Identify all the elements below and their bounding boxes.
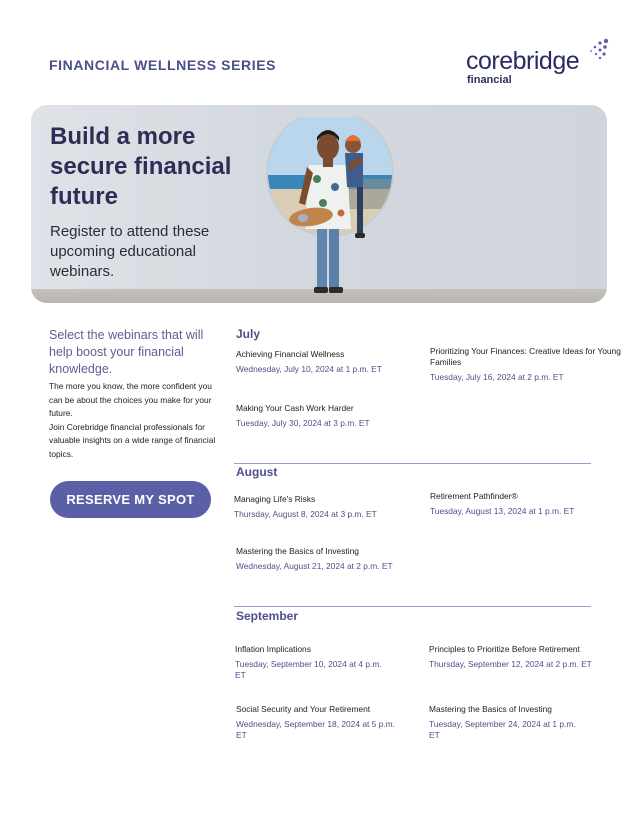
intro-paragraph-2: Join Corebridge financial professionals for valuable insights on a wide range of financial topics.: [49, 421, 216, 459]
section-divider: [234, 463, 591, 464]
webinar-title: Achieving Financial Wellness: [236, 349, 345, 359]
webinar-date: Wednesday, July 10, 2024 at 1 p.m. ET: [236, 364, 382, 374]
webinar-item[interactable]: [430, 491, 622, 517]
webinar-date: Wednesday, September 18, 2024 at 5 p.m. ET: [236, 719, 395, 740]
webinar-date: Tuesday, July 16, 2024 at 2 p.m. ET: [430, 372, 564, 382]
webinar-date: Thursday, August 8, 2024 at 3 p.m. ET: [234, 509, 377, 519]
webinar-item[interactable]: [235, 644, 385, 681]
webinar-title: Managing Life's Risks: [234, 494, 316, 504]
webinar-date: Tuesday, July 30, 2024 at 3 p.m. ET: [236, 418, 370, 428]
corebridge-logo: [464, 38, 614, 88]
webinar-item[interactable]: [429, 644, 619, 670]
webinar-date: Tuesday, September 24, 2024 at 1 p.m. ET: [429, 719, 576, 740]
webinar-date: Tuesday, September 10, 2024 at 4 p.m. ET: [235, 659, 382, 680]
hero-subtext: Register to attend these upcoming educational webinars.: [50, 223, 210, 280]
section-divider: [234, 606, 591, 607]
month-heading-august: August: [236, 465, 278, 479]
webinar-item[interactable]: [429, 704, 579, 741]
webinar-item[interactable]: [234, 494, 424, 520]
webinar-title: Social Security and Your Retirement: [236, 704, 371, 714]
hero-banner: [31, 105, 607, 303]
webinar-date: Tuesday, August 13, 2024 at 1 p.m. ET: [430, 506, 575, 516]
webinar-item[interactable]: [236, 403, 426, 429]
webinar-date: Wednesday, August 21, 2024 at 2 p.m. ET: [236, 561, 393, 571]
intro-lead: Select the webinars that will help boost your financial knowledge.: [49, 328, 204, 376]
webinar-item[interactable]: [430, 346, 622, 383]
intro-paragraph-1: The more you know, the more confident you can be about the choices you make for your future.: [49, 381, 212, 418]
series-title: FINANCIAL WELLNESS SERIES: [49, 57, 277, 73]
webinar-title: Prioritizing Your Finances: Creative Ideas for Young Families: [430, 346, 621, 367]
webinar-title: Retirement Pathfinder®: [430, 491, 518, 501]
webinar-title: Inflation Implications: [235, 644, 311, 654]
webinar-date: Thursday, September 12, 2024 at 2 p.m. ET: [429, 659, 592, 669]
webinar-item[interactable]: [236, 704, 406, 741]
webinar-item[interactable]: [236, 546, 436, 572]
logo-dots-icon: [586, 38, 610, 68]
reserve-my-spot-button[interactable]: RESERVE MY SPOT: [50, 481, 211, 518]
intro-body: [49, 380, 227, 461]
month-heading-september: September: [236, 609, 299, 623]
hero-headline: Build a more secure financial future: [50, 123, 232, 210]
webinar-title: Mastering the Basics of Investing: [429, 704, 552, 714]
month-heading-july: July: [236, 327, 261, 341]
logo-subtitle: financial: [467, 74, 512, 86]
webinar-item[interactable]: [236, 349, 426, 375]
hero-photo: [259, 117, 401, 303]
webinar-title: Mastering the Basics of Investing: [236, 546, 359, 556]
webinar-title: Principles to Prioritize Before Retirement: [429, 644, 580, 654]
webinar-title: Making Your Cash Work Harder: [236, 403, 354, 413]
logo-wordmark: corebridge: [466, 47, 580, 75]
